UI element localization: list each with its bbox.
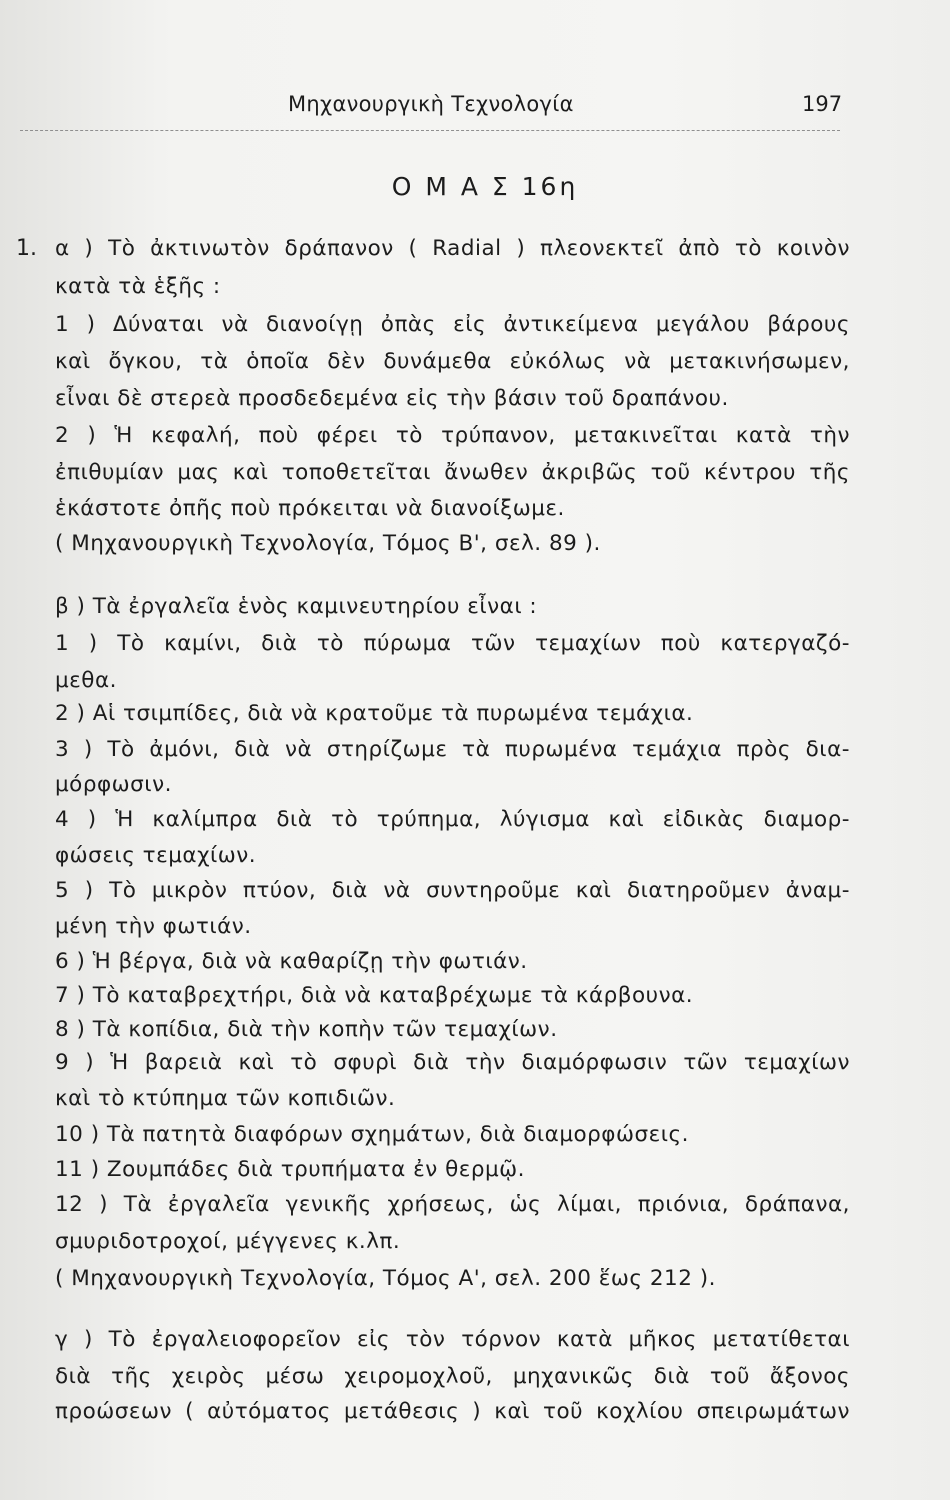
text-line: 1 ) Τὸ καμίνι, διὰ τὸ πύρωμα τῶν τεμαχίων ποὺ κατεργαζό- bbox=[55, 631, 850, 656]
text-line: σμυριδοτροχοί, μέγγενες κ.λπ. bbox=[55, 1229, 401, 1254]
text-line: μεθα. bbox=[55, 668, 117, 693]
text-line: ἑκάστοτε ὀπῆς ποὺ πρόκειται νὰ διανοίξωμε. bbox=[55, 496, 565, 521]
text-line: 12 ) Τὰ ἐργαλεῖα γενικῆς χρήσεως, ὡς λίμαι, πριόνια, δράπανα, bbox=[55, 1192, 850, 1217]
text-line: 5 ) Τὸ μικρὸν πτύον, διὰ νὰ συντηροῦμε καὶ διατηροῦμεν ἀναμ- bbox=[55, 878, 850, 903]
text-line: μόρφωσιν. bbox=[55, 772, 172, 797]
text-line: 6 ) Ἡ βέργα, διὰ νὰ καθαρίζῃ τὴν φωτιάν. bbox=[55, 949, 528, 974]
text-line: εἶναι δὲ στερεὰ προσδεδεμένα εἰς τὴν βάσιν τοῦ δραπάνου. bbox=[55, 386, 729, 411]
group-title: Ο Μ Α Σ 16η bbox=[391, 172, 579, 201]
text-line: 3 ) Τὸ ἀμόνι, διὰ νὰ στηρίζωμε τὰ πυρωμένα τεμάχια πρὸς δια- bbox=[55, 737, 850, 762]
text-line: διὰ τῆς χειρὸς μέσω χειρομοχλοῦ, μηχανικῶς διὰ τοῦ ἄξονος bbox=[55, 1364, 850, 1389]
reference-line: ( Μηχανουργικὴ Τεχνολογία, Τόμος Α', σελ. 200 ἕως 212 ). bbox=[55, 1266, 716, 1291]
text-line: καὶ ὄγκου, τὰ ὁποῖα δὲν δυνάμεθα εὐκόλως νὰ μετακινήσωμεν, bbox=[55, 349, 850, 374]
question-number: 1. bbox=[16, 236, 37, 261]
text-line: προώσεων ( αὐτόματος μετάθεσις ) καὶ τοῦ κοχλίου σπειρωμάτων bbox=[55, 1399, 850, 1424]
reference-line: ( Μηχανουργικὴ Τεχνολογία, Τόμος Β', σελ. 89 ). bbox=[55, 531, 601, 556]
text-line: φώσεις τεμαχίων. bbox=[55, 843, 257, 868]
text-line: 2 ) Αἱ τσιμπίδες, διὰ νὰ κρατοῦμε τὰ πυρωμένα τεμάχια. bbox=[55, 701, 694, 726]
text-line: 11 ) Ζουμπάδες διὰ τρυπήματα ἐν θερμῷ. bbox=[55, 1157, 526, 1182]
text-line: α ) Τὸ ἀκτινωτὸν δράπανον ( Radial ) πλεονεκτεῖ ἀπὸ τὸ κοινὸν bbox=[55, 236, 850, 261]
text-line: καὶ τὸ κτύπημα τῶν κοπιδιῶν. bbox=[55, 1086, 396, 1111]
text-line: γ ) Τὸ ἐργαλειοφορεῖον εἰς τὸν τόρνον κατὰ μῆκος μετατίθεται bbox=[55, 1327, 850, 1352]
running-title: Μηχανουργικὴ Τεχνολογία bbox=[288, 92, 574, 116]
text-line: 4 ) Ἡ καλίμπρα διὰ τὸ τρύπημα, λύγισμα καὶ εἰδικὰς διαμορ- bbox=[55, 807, 850, 832]
text-line: ἐπιθυμίαν μας καὶ τοποθετεῖται ἄνωθεν ἀκριβῶς τοῦ κέντρου τῆς bbox=[55, 460, 850, 485]
text-line: μένη τὴν φωτιάν. bbox=[55, 914, 252, 939]
text-line: 10 ) Τὰ πατητὰ διαφόρων σχημάτων, διὰ διαμορφώσεις. bbox=[55, 1122, 689, 1147]
text-line: 1 ) Δύναται νὰ διανοίγῃ ὀπὰς εἰς ἀντικείμενα μεγάλου βάρους bbox=[55, 312, 850, 337]
text-line: κατὰ τὰ ἑξῆς : bbox=[55, 274, 221, 299]
text-line: 2 ) Ἡ κεφαλή, ποὺ φέρει τὸ τρύπανον, μετακινεῖται κατὰ τὴν bbox=[55, 423, 850, 448]
page-number: 197 bbox=[802, 92, 843, 116]
text-line: 9 ) Ἡ βαρειὰ καὶ τὸ σφυρὶ διὰ τὴν διαμόρφωσιν τῶν τεμαχίων bbox=[55, 1050, 850, 1075]
text-line: 8 ) Τὰ κοπίδια, διὰ τὴν κοπὴν τῶν τεμαχίων. bbox=[55, 1017, 558, 1042]
text-line: β ) Τὰ ἐργαλεῖα ἑνὸς καμινευτηρίου εἶναι : bbox=[55, 594, 538, 619]
text-line: 7 ) Τὸ καταβρεχτήρι, διὰ νὰ καταβρέχωμε τὰ κάρβουνα. bbox=[55, 983, 694, 1008]
